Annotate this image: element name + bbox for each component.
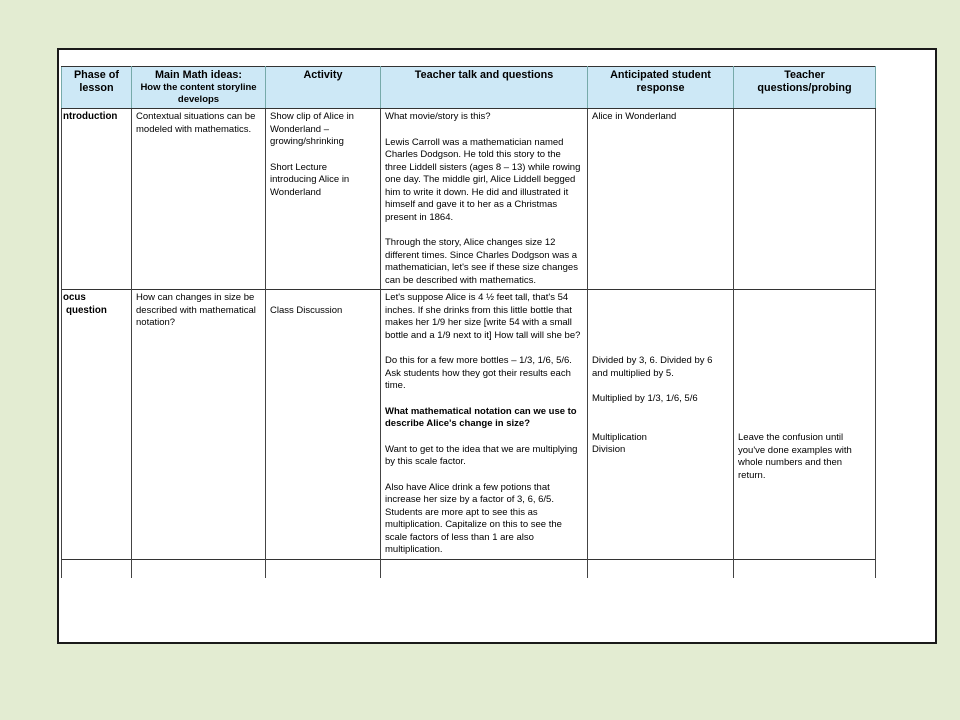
teacher-talk-text: Want to get to the idea that we are multiplying by this scale factor. [385, 443, 578, 467]
header-probing: Teacher questions/probing [734, 67, 876, 109]
header-math-ideas [132, 67, 266, 109]
teacher-talk-question: What mathematical notation can we use to describe Alice's change in size? [385, 405, 577, 429]
slide-frame [57, 48, 937, 644]
probing-text: Leave the confusion until you've done examples with whole numbers and then return. [738, 432, 852, 481]
probing-cell [734, 290, 876, 560]
teacher-talk-text: Through the story, Alice changes size 12 different times. Since Charles Dodgson was a mathematician, let's see if these size changes can be described with mathematics. [385, 237, 578, 286]
table-row-introduction [62, 109, 876, 290]
anticipated-text: Divided by 3, 6. Divided by 6 and multiplied by 5. [592, 355, 713, 379]
table-row-blank [62, 559, 876, 578]
phase-cell: ocus question [62, 290, 132, 560]
math-ideas-cell: How can changes in size be described with mathematical notation? [132, 290, 266, 560]
header-math-ideas-sub: How the content storyline develops [140, 82, 257, 105]
teacher-talk-text: Let's suppose Alice is 4 ½ feet tall, that's 54 inches. If she drinks from this little bottle that makes her 1/9 her size [write 54 with a small bottle and a 1/9 next to it] How tall will she be? [385, 292, 581, 341]
activity-cell [266, 290, 381, 560]
activity-text: Class Discussion [270, 305, 343, 316]
lesson-plan-sheet [61, 66, 875, 578]
teacher-talk-text: Lewis Carroll was a mathematician named Charles Dodgson. He told this story to the three Liddell sisters (ages 8 – 13) while rowing one day. The middle girl, Alice Liddell begged him to write it down. He did and illustrated it himself and gave it to her as a Christmas present in 1864. [385, 136, 581, 223]
header-phase: Phase of lesson [62, 67, 132, 109]
teacher-talk-cell [381, 109, 588, 290]
activity-text: Short Lecture introducing Alice in Wonderland [270, 161, 350, 198]
header-activity: Activity [266, 67, 381, 109]
anticipated-text: Multiplication Division [592, 431, 647, 455]
header-anticipated: Anticipated student response [588, 67, 734, 109]
anticipated-text: Multiplied by 1/3, 1/6, 5/6 [592, 393, 698, 404]
phase-cell: ntroduction [62, 109, 132, 290]
teacher-talk-cell [381, 290, 588, 560]
table-row-focus-question [62, 290, 876, 560]
teacher-talk-text: Also have Alice drink a few potions that increase her size by a factor of 3, 6, 6/5. Students are more apt to see this as multiplication. Capitalize on this to see the scale factors of less than 1 are also multiplication. [385, 481, 562, 555]
anticipated-cell: Alice in Wonderland [588, 109, 734, 290]
header-row [62, 67, 876, 109]
math-ideas-cell: Contextual situations can be modeled with mathematics. [132, 109, 266, 290]
activity-cell [266, 109, 381, 290]
anticipated-cell [588, 290, 734, 560]
teacher-talk-text: What movie/story is this? [385, 111, 491, 122]
probing-cell [734, 109, 876, 290]
header-math-ideas-title: Main Math ideas: [155, 69, 242, 81]
teacher-talk-text: Do this for a few more bottles – 1/3, 1/6, 5/6. Ask students how they got their results each time. [385, 355, 572, 391]
header-teacher-talk: Teacher talk and questions [381, 67, 588, 109]
lesson-plan-table [61, 66, 876, 578]
activity-text: Show clip of Alice in Wonderland – growing/shrinking [270, 111, 354, 147]
